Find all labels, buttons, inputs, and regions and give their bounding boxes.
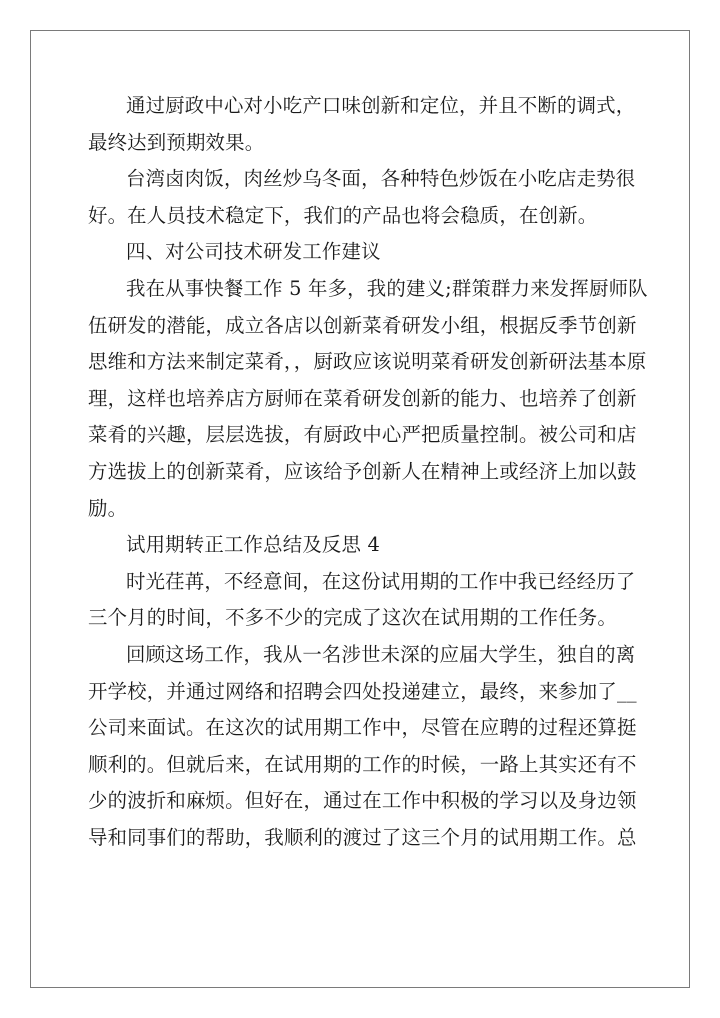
text-line: 伍研发的潜能，成立各店以创新菜肴研发小组，根据反季节创新 [88,313,637,337]
text-line: 三个月的时间，不多不少的完成了这次在试用期的工作任务。 [88,606,617,630]
text-line: 顺利的。但就后来，在试用期的工作的时候，一路上其实还有不 [88,752,637,776]
text-line: 通过厨政中心对小吃产口味创新和定位，并且不断的调式， [126,94,636,117]
text-line: 试用期转正工作总结及反思 4 [126,533,380,557]
text-line: 少的波折和麻烦。但好在，通过在工作中积极的学习以及身边领 [88,789,637,813]
text-line: 好。在人员技术稳定下，我们的产品也将会稳质，在创新。 [88,203,598,227]
text-line: 方选拔上的创新菜肴，应该给予创新人在精神上或经济上加以鼓 [88,459,637,483]
text-line: 励。 [88,496,128,520]
text-line: 我在从事快餐工作 5 年多，我的建义;群策群力来发挥厨师队 [126,276,648,300]
text-line: 台湾卤肉饭，肉丝炒乌冬面，各种特色炒饭在小吃店走势很 [126,167,636,191]
text-line: 理，这样也培养店方厨师在菜肴研发创新的能力、也培养了创新 [88,386,637,410]
text-line: 思维和方法来制定菜肴，，厨政应该说明菜肴研发创新研法基本原 [88,350,647,374]
text-line: 最终达到预期效果。 [88,130,265,154]
text-line: 公司来面试。在这次的试用期工作中，尽管在应聘的过程还算挺 [88,716,637,740]
text-line: 四、对公司技术研发工作建议 [126,240,381,264]
text-line: 导和同事们的帮助，我顺利的渡过了这三个月的试用期工作。总 [88,825,637,849]
text-line: 时光荏苒，不经意间，在这份试用期的工作中我已经经历了 [126,569,636,593]
document-body [88,88,660,856]
text-line: 开学校，并通过网络和招聘会四处投递建立，最终，来参加了__ [88,679,637,703]
text-line: 回顾这场工作，我从一名涉世未深的应届大学生，独自的离 [126,642,636,666]
text-line: 菜肴的兴趣，层层选拔，有厨政中心严把质量控制。被公司和店 [88,423,637,447]
